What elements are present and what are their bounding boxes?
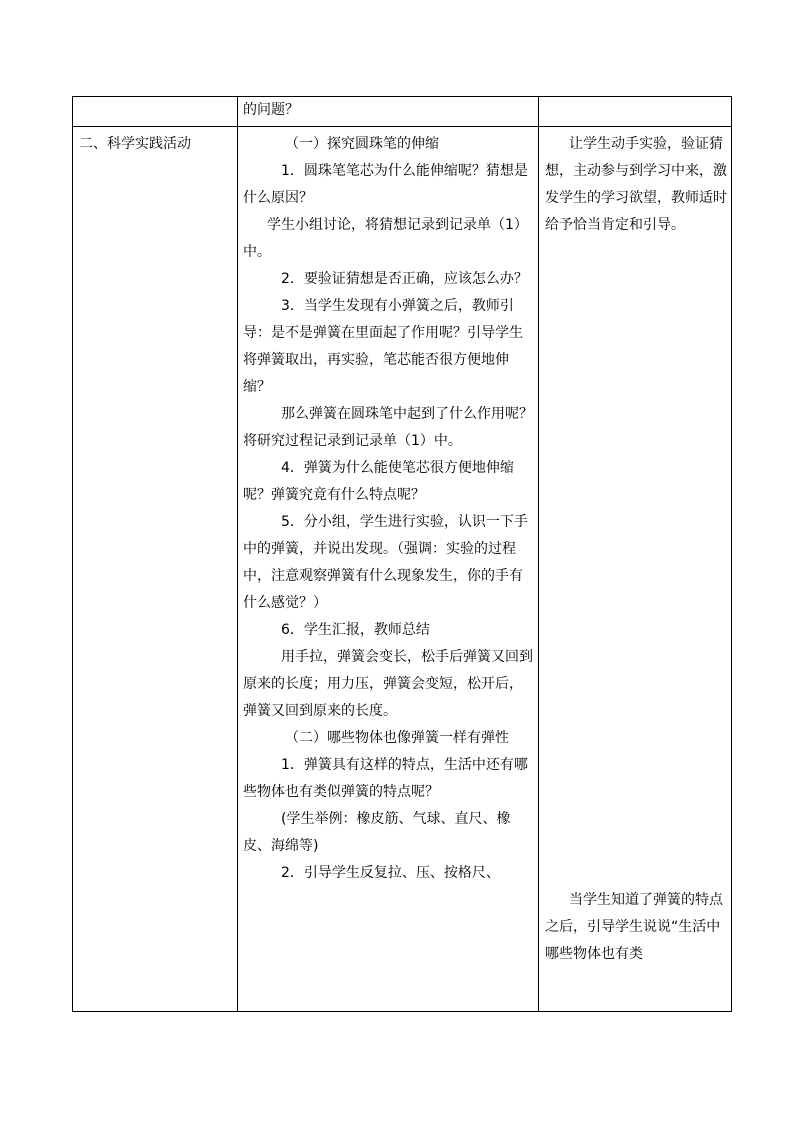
cell-spacer (545, 239, 727, 887)
lesson-plan-table (72, 96, 732, 1012)
intent-cell (539, 127, 732, 1012)
activity-item: 1．弹簧具有这样的特点，生活中还有哪些物体也有类似弹簧的特点呢？ (243, 757, 528, 800)
stage-cell: 二、科学实践活动 (73, 127, 238, 1012)
design-intent-note: 让学生动手实验，验证猜想，主动参与到学习中来，激发学生的学习欲望，教师适时给予恰当肯定和引导。 (545, 136, 727, 233)
stage-cell (73, 97, 238, 127)
section-heading: （二）哪些物体也像弹簧一样有弹性 (285, 730, 509, 746)
activity-item: 1．圆珠笔笔芯为什么能伸缩呢？猜想是什么原因？ (243, 163, 528, 206)
activity-item: 5．分小组，学生进行实验，认识一下手中的弹簧，并说出发现。（强调：实验的过程中，注意观察弹簧有什么现象发生，你的手有什么感觉？） (243, 514, 528, 611)
activity-item: 3．当学生发现有小弹簧之后，教师引导：是不是弹簧在里面起了作用呢？引导学生将弹簧取出，再实验，笔芯能否很方便地伸缩？ (243, 298, 523, 395)
table-row (73, 127, 732, 1012)
activity-item: 2．要验证猜想是否正确，应该怎么办？ (281, 271, 528, 287)
intent-cell (539, 97, 732, 127)
activity-note: 那么弹簧在圆珠笔中起到了什么作用呢？将研究过程记录到记录单（1）中。 (243, 406, 533, 449)
activity-item: 6．学生汇报，教师总结 (281, 622, 430, 638)
activity-item: 4．弹簧为什么能使笔芯很方便地伸缩呢？弹簧究竟有什么特点呢？ (243, 460, 514, 503)
activity-cell: 的问题？ (238, 97, 539, 127)
activity-cell (238, 127, 539, 1012)
activity-note: (学生举例：橡皮筋、气球、直尺、橡皮、海绵等) (243, 811, 511, 854)
activity-note: 学生小组讨论，将猜想记录到记录单（1）中。 (243, 217, 528, 260)
activity-note: 用手拉，弹簧会变长，松手后弹簧又回到原来的长度；用力压，弹簧会变短，松开后，弹簧又回到原来的长度。 (243, 649, 533, 719)
table-row (73, 97, 732, 127)
design-intent-note: 当学生知道了弹簧的特点之后，引导学生说说“生活中哪些物体也有类 (545, 892, 723, 962)
section-heading: （一）探究圆珠笔的伸缩 (285, 136, 439, 152)
activity-item: 2．引导学生反复拉、压、按格尺、 (281, 865, 500, 881)
